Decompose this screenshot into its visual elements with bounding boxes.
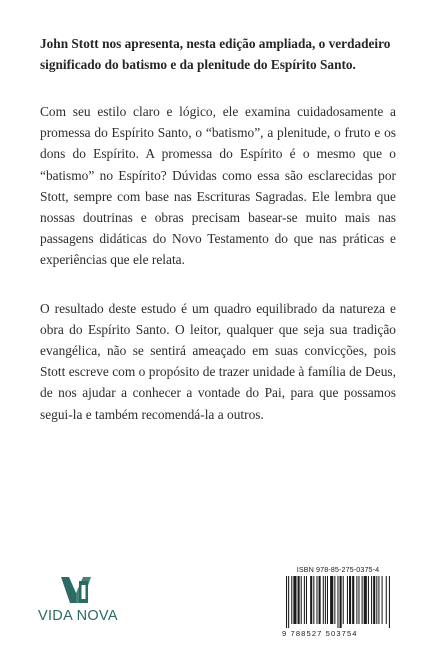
publisher-name: VIDA NOVA [38,608,118,624]
description-paragraph-2: O resultado deste estudo é um quadro equilibrado da natureza e obra do Espírito Santo. O leitor, qualquer que seja sua tradição evangélica, não se sentirá ameaçado em suas convicções, pois Stott escreve com o propósito de trazer unidade à família de Deus, de nos ajudar a conhecer a vontade do Pai, para que possamos segui-la e também recomendá-la a outros. [40,300,396,422]
back-cover-footer [0,555,430,672]
description-paragraph-1: Com seu estilo claro e lógico, ele examina cuidadosamente a promessa do Espírito Santo, o “batismo”, a plenitude, o fruto e os dons do Espírito. A promessa do Espírito é o mesmo que o “batismo” no Espírito? Dúvidas como essa são esclarecidas por Stott, sempre com base nas Escrituras Sagradas. Ele lembra que nossas doutrinas e obras precisam basear-se muito mais nas passagens didáticas do Novo Testamento do que nas práticas e experiências que ele relata. [40,104,396,268]
back-cover-text [40,33,396,452]
barcode-bars-icon [282,576,394,628]
isbn-label: ISBN 978-85-275-0375-4 [296,565,380,574]
publisher-logo [38,575,118,624]
vida-nova-logo-icon [59,575,93,605]
lead-statement: John Stott nos apresenta, nesta edição ampliada, o verdadeiro significado do batismo e da plenitude do Espírito Santo. [40,36,391,72]
barcode-digits: 9 788527 503754 [282,629,358,638]
isbn-barcode [282,565,394,645]
